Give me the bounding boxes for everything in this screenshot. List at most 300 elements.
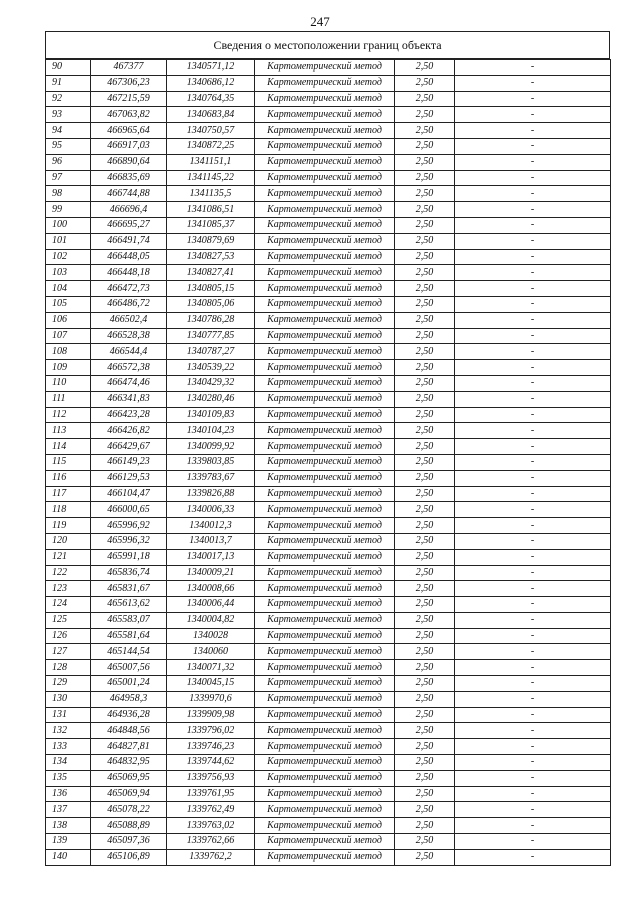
description-cell: - <box>455 565 611 581</box>
table-title: Сведения о местоположении границ объекта <box>45 31 610 59</box>
table-row <box>46 391 611 407</box>
accuracy-cell: 2,50 <box>395 660 455 676</box>
point-number-cell: 118 <box>46 502 91 518</box>
table-row <box>46 676 611 692</box>
table-row <box>46 739 611 755</box>
table-row <box>46 281 611 297</box>
table-row <box>46 138 611 154</box>
x-coordinate-cell: 465583,07 <box>91 612 167 628</box>
accuracy-cell: 2,50 <box>395 375 455 391</box>
table-row <box>46 770 611 786</box>
table-row <box>46 549 611 565</box>
accuracy-cell: 2,50 <box>395 91 455 107</box>
table-row <box>46 518 611 534</box>
y-coordinate-cell: 1341086,51 <box>167 202 255 218</box>
y-coordinate-cell: 1341085,37 <box>167 217 255 233</box>
x-coordinate-cell: 465996,32 <box>91 533 167 549</box>
table-row <box>46 123 611 139</box>
table-row <box>46 186 611 202</box>
table-row <box>46 565 611 581</box>
point-number-cell: 91 <box>46 75 91 91</box>
accuracy-cell: 2,50 <box>395 597 455 613</box>
method-cell: Картометрический метод <box>255 518 395 534</box>
accuracy-cell: 2,50 <box>395 755 455 771</box>
page-number: 247 <box>310 14 330 29</box>
accuracy-cell: 2,50 <box>395 328 455 344</box>
y-coordinate-cell: 1340750,57 <box>167 123 255 139</box>
accuracy-cell: 2,50 <box>395 549 455 565</box>
table-row <box>46 486 611 502</box>
description-cell: - <box>455 154 611 170</box>
y-coordinate-cell: 1340686,12 <box>167 75 255 91</box>
coordinates-table <box>45 59 611 866</box>
accuracy-cell: 2,50 <box>395 676 455 692</box>
table-row <box>46 723 611 739</box>
y-coordinate-cell: 1340827,41 <box>167 265 255 281</box>
y-coordinate-cell: 1340104,23 <box>167 423 255 439</box>
method-cell: Картометрический метод <box>255 265 395 281</box>
accuracy-cell: 2,50 <box>395 60 455 76</box>
y-coordinate-cell: 1339970,6 <box>167 691 255 707</box>
description-cell: - <box>455 233 611 249</box>
point-number-cell: 135 <box>46 770 91 786</box>
description-cell: - <box>455 138 611 154</box>
point-number-cell: 126 <box>46 628 91 644</box>
x-coordinate-cell: 466448,18 <box>91 265 167 281</box>
method-cell: Картометрический метод <box>255 802 395 818</box>
accuracy-cell: 2,50 <box>395 565 455 581</box>
method-cell: Картометрический метод <box>255 581 395 597</box>
description-cell: - <box>455 723 611 739</box>
point-number-cell: 117 <box>46 486 91 502</box>
description-cell: - <box>455 439 611 455</box>
description-cell: - <box>455 549 611 565</box>
table-row <box>46 312 611 328</box>
table-row <box>46 202 611 218</box>
accuracy-cell: 2,50 <box>395 612 455 628</box>
x-coordinate-cell: 465088,89 <box>91 818 167 834</box>
table-row <box>46 407 611 423</box>
x-coordinate-cell: 464936,28 <box>91 707 167 723</box>
table-row <box>46 75 611 91</box>
description-cell: - <box>455 755 611 771</box>
accuracy-cell: 2,50 <box>395 454 455 470</box>
point-number-cell: 101 <box>46 233 91 249</box>
description-cell: - <box>455 486 611 502</box>
accuracy-cell: 2,50 <box>395 849 455 865</box>
point-number-cell: 116 <box>46 470 91 486</box>
y-coordinate-cell: 1339803,85 <box>167 454 255 470</box>
accuracy-cell: 2,50 <box>395 707 455 723</box>
description-cell: - <box>455 597 611 613</box>
y-coordinate-cell: 1340099,92 <box>167 439 255 455</box>
point-number-cell: 100 <box>46 217 91 233</box>
point-number-cell: 90 <box>46 60 91 76</box>
x-coordinate-cell: 467215,59 <box>91 91 167 107</box>
point-number-cell: 115 <box>46 454 91 470</box>
x-coordinate-cell: 464848,56 <box>91 723 167 739</box>
accuracy-cell: 2,50 <box>395 644 455 660</box>
point-number-cell: 119 <box>46 518 91 534</box>
x-coordinate-cell: 465106,89 <box>91 849 167 865</box>
point-number-cell: 106 <box>46 312 91 328</box>
table-row <box>46 60 611 76</box>
method-cell: Картометрический метод <box>255 849 395 865</box>
method-cell: Картометрический метод <box>255 75 395 91</box>
accuracy-cell: 2,50 <box>395 217 455 233</box>
description-cell: - <box>455 202 611 218</box>
x-coordinate-cell: 466890,64 <box>91 154 167 170</box>
accuracy-cell: 2,50 <box>395 296 455 312</box>
description-cell: - <box>455 834 611 850</box>
x-coordinate-cell: 464958,3 <box>91 691 167 707</box>
x-coordinate-cell: 466423,28 <box>91 407 167 423</box>
description-cell: - <box>455 802 611 818</box>
point-number-cell: 112 <box>46 407 91 423</box>
x-coordinate-cell: 465581,64 <box>91 628 167 644</box>
table-row <box>46 265 611 281</box>
method-cell: Картометрический метод <box>255 423 395 439</box>
x-coordinate-cell: 466544,4 <box>91 344 167 360</box>
x-coordinate-cell: 467063,82 <box>91 107 167 123</box>
method-cell: Картометрический метод <box>255 565 395 581</box>
x-coordinate-cell: 466474,46 <box>91 375 167 391</box>
description-cell: - <box>455 312 611 328</box>
y-coordinate-cell: 1339783,67 <box>167 470 255 486</box>
accuracy-cell: 2,50 <box>395 691 455 707</box>
table-row <box>46 328 611 344</box>
description-cell: - <box>455 60 611 76</box>
accuracy-cell: 2,50 <box>395 818 455 834</box>
method-cell: Картометрический метод <box>255 360 395 376</box>
accuracy-cell: 2,50 <box>395 581 455 597</box>
accuracy-cell: 2,50 <box>395 281 455 297</box>
description-cell: - <box>455 75 611 91</box>
description-cell: - <box>455 249 611 265</box>
point-number-cell: 97 <box>46 170 91 186</box>
description-cell: - <box>455 186 611 202</box>
accuracy-cell: 2,50 <box>395 628 455 644</box>
y-coordinate-cell: 1340805,15 <box>167 281 255 297</box>
description-cell: - <box>455 391 611 407</box>
x-coordinate-cell: 466149,23 <box>91 454 167 470</box>
method-cell: Картометрический метод <box>255 60 395 76</box>
method-cell: Картометрический метод <box>255 739 395 755</box>
description-cell: - <box>455 107 611 123</box>
x-coordinate-cell: 466429,67 <box>91 439 167 455</box>
point-number-cell: 110 <box>46 375 91 391</box>
accuracy-cell: 2,50 <box>395 423 455 439</box>
accuracy-cell: 2,50 <box>395 170 455 186</box>
description-cell: - <box>455 660 611 676</box>
method-cell: Картометрический метод <box>255 786 395 802</box>
description-cell: - <box>455 518 611 534</box>
accuracy-cell: 2,50 <box>395 518 455 534</box>
x-coordinate-cell: 464827,81 <box>91 739 167 755</box>
point-number-cell: 131 <box>46 707 91 723</box>
method-cell: Картометрический метод <box>255 186 395 202</box>
method-cell: Картометрический метод <box>255 597 395 613</box>
x-coordinate-cell: 465613,62 <box>91 597 167 613</box>
description-cell: - <box>455 691 611 707</box>
point-number-cell: 108 <box>46 344 91 360</box>
y-coordinate-cell: 1339826,88 <box>167 486 255 502</box>
table-row <box>46 360 611 376</box>
x-coordinate-cell: 465001,24 <box>91 676 167 692</box>
table-row <box>46 849 611 865</box>
method-cell: Картометрический метод <box>255 834 395 850</box>
y-coordinate-cell: 1339762,49 <box>167 802 255 818</box>
method-cell: Картометрический метод <box>255 470 395 486</box>
point-number-cell: 129 <box>46 676 91 692</box>
table-row <box>46 660 611 676</box>
point-number-cell: 111 <box>46 391 91 407</box>
description-cell: - <box>455 281 611 297</box>
y-coordinate-cell: 1340872,25 <box>167 138 255 154</box>
x-coordinate-cell: 466695,27 <box>91 217 167 233</box>
x-coordinate-cell: 465069,95 <box>91 770 167 786</box>
description-cell: - <box>455 533 611 549</box>
method-cell: Картометрический метод <box>255 170 395 186</box>
x-coordinate-cell: 466472,73 <box>91 281 167 297</box>
method-cell: Картометрический метод <box>255 138 395 154</box>
x-coordinate-cell: 466000,65 <box>91 502 167 518</box>
method-cell: Картометрический метод <box>255 612 395 628</box>
y-coordinate-cell: 1340827,53 <box>167 249 255 265</box>
method-cell: Картометрический метод <box>255 249 395 265</box>
table-row <box>46 470 611 486</box>
accuracy-cell: 2,50 <box>395 533 455 549</box>
accuracy-cell: 2,50 <box>395 802 455 818</box>
method-cell: Картометрический метод <box>255 202 395 218</box>
x-coordinate-cell: 466835,69 <box>91 170 167 186</box>
table-row <box>46 818 611 834</box>
point-number-cell: 92 <box>46 91 91 107</box>
accuracy-cell: 2,50 <box>395 75 455 91</box>
x-coordinate-cell: 465831,67 <box>91 581 167 597</box>
y-coordinate-cell: 1340683,84 <box>167 107 255 123</box>
accuracy-cell: 2,50 <box>395 723 455 739</box>
table-row <box>46 217 611 233</box>
accuracy-cell: 2,50 <box>395 123 455 139</box>
y-coordinate-cell: 1339744,62 <box>167 755 255 771</box>
x-coordinate-cell: 466448,05 <box>91 249 167 265</box>
point-number-cell: 134 <box>46 755 91 771</box>
y-coordinate-cell: 1340006,33 <box>167 502 255 518</box>
accuracy-cell: 2,50 <box>395 739 455 755</box>
y-coordinate-cell: 1340280,46 <box>167 391 255 407</box>
y-coordinate-cell: 1339761,95 <box>167 786 255 802</box>
description-cell: - <box>455 818 611 834</box>
description-cell: - <box>455 91 611 107</box>
y-coordinate-cell: 1340805,06 <box>167 296 255 312</box>
table-row <box>46 802 611 818</box>
point-number-cell: 122 <box>46 565 91 581</box>
point-number-cell: 102 <box>46 249 91 265</box>
x-coordinate-cell: 466486,72 <box>91 296 167 312</box>
boundary-sheet <box>45 31 610 866</box>
x-coordinate-cell: 467377 <box>91 60 167 76</box>
table-row <box>46 533 611 549</box>
method-cell: Картометрический метод <box>255 502 395 518</box>
table-row <box>46 91 611 107</box>
table-row <box>46 502 611 518</box>
y-coordinate-cell: 1340012,3 <box>167 518 255 534</box>
x-coordinate-cell: 465144,54 <box>91 644 167 660</box>
point-number-cell: 130 <box>46 691 91 707</box>
y-coordinate-cell: 1339909,98 <box>167 707 255 723</box>
y-coordinate-cell: 1340009,21 <box>167 565 255 581</box>
y-coordinate-cell: 1340045,15 <box>167 676 255 692</box>
accuracy-cell: 2,50 <box>395 138 455 154</box>
method-cell: Картометрический метод <box>255 454 395 470</box>
coordinates-table-body <box>46 60 611 866</box>
table-row <box>46 423 611 439</box>
description-cell: - <box>455 470 611 486</box>
x-coordinate-cell: 464832,95 <box>91 755 167 771</box>
table-row <box>46 755 611 771</box>
x-coordinate-cell: 465991,18 <box>91 549 167 565</box>
point-number-cell: 96 <box>46 154 91 170</box>
point-number-cell: 104 <box>46 281 91 297</box>
table-row <box>46 691 611 707</box>
y-coordinate-cell: 1340429,32 <box>167 375 255 391</box>
method-cell: Картометрический метод <box>255 123 395 139</box>
table-row <box>46 786 611 802</box>
method-cell: Картометрический метод <box>255 391 395 407</box>
table-row <box>46 644 611 660</box>
point-number-cell: 128 <box>46 660 91 676</box>
description-cell: - <box>455 328 611 344</box>
accuracy-cell: 2,50 <box>395 312 455 328</box>
table-row <box>46 454 611 470</box>
accuracy-cell: 2,50 <box>395 154 455 170</box>
table-row <box>46 612 611 628</box>
x-coordinate-cell: 466696,4 <box>91 202 167 218</box>
table-row <box>46 233 611 249</box>
description-cell: - <box>455 786 611 802</box>
y-coordinate-cell: 1340109,83 <box>167 407 255 423</box>
description-cell: - <box>455 454 611 470</box>
method-cell: Картометрический метод <box>255 154 395 170</box>
accuracy-cell: 2,50 <box>395 265 455 281</box>
x-coordinate-cell: 467306,23 <box>91 75 167 91</box>
y-coordinate-cell: 1340539,22 <box>167 360 255 376</box>
accuracy-cell: 2,50 <box>395 391 455 407</box>
table-row <box>46 296 611 312</box>
point-number-cell: 107 <box>46 328 91 344</box>
description-cell: - <box>455 265 611 281</box>
accuracy-cell: 2,50 <box>395 470 455 486</box>
method-cell: Картометрический метод <box>255 439 395 455</box>
method-cell: Картометрический метод <box>255 328 395 344</box>
point-number-cell: 127 <box>46 644 91 660</box>
table-row <box>46 154 611 170</box>
y-coordinate-cell: 1339756,93 <box>167 770 255 786</box>
description-cell: - <box>455 375 611 391</box>
method-cell: Картометрический метод <box>255 644 395 660</box>
accuracy-cell: 2,50 <box>395 407 455 423</box>
x-coordinate-cell: 466426,82 <box>91 423 167 439</box>
point-number-cell: 124 <box>46 597 91 613</box>
point-number-cell: 98 <box>46 186 91 202</box>
accuracy-cell: 2,50 <box>395 786 455 802</box>
x-coordinate-cell: 465836,74 <box>91 565 167 581</box>
accuracy-cell: 2,50 <box>395 202 455 218</box>
accuracy-cell: 2,50 <box>395 360 455 376</box>
description-cell: - <box>455 739 611 755</box>
table-row <box>46 834 611 850</box>
point-number-cell: 114 <box>46 439 91 455</box>
table-row <box>46 344 611 360</box>
y-coordinate-cell: 1340060 <box>167 644 255 660</box>
method-cell: Картометрический метод <box>255 676 395 692</box>
description-cell: - <box>455 849 611 865</box>
x-coordinate-cell: 466528,38 <box>91 328 167 344</box>
y-coordinate-cell: 1339746,23 <box>167 739 255 755</box>
point-number-cell: 139 <box>46 834 91 850</box>
y-coordinate-cell: 1340028 <box>167 628 255 644</box>
y-coordinate-cell: 1341151,1 <box>167 154 255 170</box>
point-number-cell: 133 <box>46 739 91 755</box>
method-cell: Картометрический метод <box>255 691 395 707</box>
accuracy-cell: 2,50 <box>395 249 455 265</box>
method-cell: Картометрический метод <box>255 375 395 391</box>
description-cell: - <box>455 170 611 186</box>
description-cell: - <box>455 423 611 439</box>
accuracy-cell: 2,50 <box>395 834 455 850</box>
point-number-cell: 95 <box>46 138 91 154</box>
y-coordinate-cell: 1340879,69 <box>167 233 255 249</box>
y-coordinate-cell: 1340787,27 <box>167 344 255 360</box>
point-number-cell: 113 <box>46 423 91 439</box>
point-number-cell: 105 <box>46 296 91 312</box>
method-cell: Картометрический метод <box>255 770 395 786</box>
y-coordinate-cell: 1339762,66 <box>167 834 255 850</box>
y-coordinate-cell: 1340571,12 <box>167 60 255 76</box>
y-coordinate-cell: 1340017,13 <box>167 549 255 565</box>
y-coordinate-cell: 1340764,35 <box>167 91 255 107</box>
point-number-cell: 120 <box>46 533 91 549</box>
method-cell: Картометрический метод <box>255 91 395 107</box>
point-number-cell: 138 <box>46 818 91 834</box>
table-row <box>46 107 611 123</box>
description-cell: - <box>455 770 611 786</box>
method-cell: Картометрический метод <box>255 407 395 423</box>
point-number-cell: 123 <box>46 581 91 597</box>
y-coordinate-cell: 1340006,44 <box>167 597 255 613</box>
method-cell: Картометрический метод <box>255 549 395 565</box>
description-cell: - <box>455 123 611 139</box>
x-coordinate-cell: 466744,88 <box>91 186 167 202</box>
y-coordinate-cell: 1340013,7 <box>167 533 255 549</box>
accuracy-cell: 2,50 <box>395 439 455 455</box>
x-coordinate-cell: 465097,36 <box>91 834 167 850</box>
x-coordinate-cell: 466572,38 <box>91 360 167 376</box>
accuracy-cell: 2,50 <box>395 502 455 518</box>
method-cell: Картометрический метод <box>255 486 395 502</box>
x-coordinate-cell: 466129,53 <box>91 470 167 486</box>
point-number-cell: 93 <box>46 107 91 123</box>
point-number-cell: 99 <box>46 202 91 218</box>
x-coordinate-cell: 466502,4 <box>91 312 167 328</box>
x-coordinate-cell: 466491,74 <box>91 233 167 249</box>
point-number-cell: 121 <box>46 549 91 565</box>
method-cell: Картометрический метод <box>255 281 395 297</box>
y-coordinate-cell: 1341145,22 <box>167 170 255 186</box>
y-coordinate-cell: 1340071,32 <box>167 660 255 676</box>
x-coordinate-cell: 466104,47 <box>91 486 167 502</box>
